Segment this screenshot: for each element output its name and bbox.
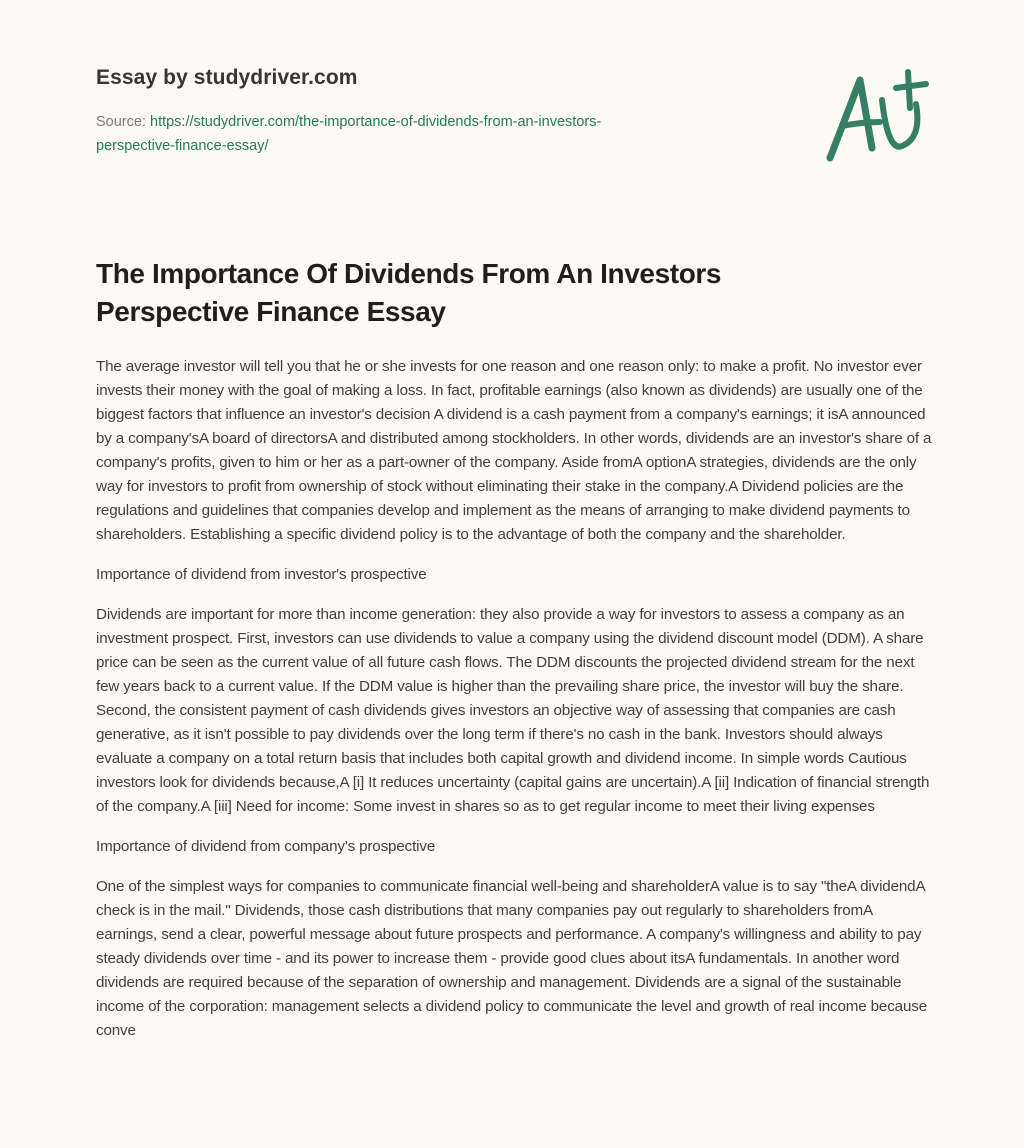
section-heading-investor: Importance of dividend from investor's prospective <box>96 566 427 583</box>
page-header <box>96 62 736 158</box>
source-link[interactable]: https://studydriver.com/the-importance-of-dividends-from-an-investors- perspective-finance-essay/ <box>96 114 602 154</box>
section-heading-company: Importance of dividend from company's prospective <box>96 838 436 855</box>
site-title: Essay by studydriver.com <box>96 66 358 89</box>
essay-body <box>96 355 934 1059</box>
paragraph: One of the simplest ways for companies to communicate financial well-being and shareholderA value is to say "theA dividendA check is in the mail." Dividends, those cash distributions that many companies pay out regularly to shareholders fromA earnings, send a clear, powerful message about future prospects and performance. A company's willingness and ability to pay steady dividends over time - and its power to increase them - provide good clues about itsA fundamentals. In another word dividends are required because of the separation of ownership and management. Dividends are a signal of the sustainable income of the corporation: management selects a dividend policy to communicate the level and growth of real income because conve <box>96 878 927 1039</box>
paragraph: Dividends are important for more than income generation: they also provide a way for investors to assess a company as an investment prospect. First, investors can use dividends to value a company using the dividend discount model (DDM). A share price can be seen as the current value of all future cash flows. The DDM discounts the projected dividend stream for the next few years back to a current value. If the DDM value is higher than the prevailing share price, the investor will buy the share. Second, the consistent payment of cash dividends gives investors an objective way of assessing that companies are cash generative, as it isn't possible to pay dividends over the long term if there's no cash in the bank. Investors should always evaluate a company on a total return basis that includes both capital growth and dividend income. In simple words Cautious investors look for dividends because,A [i] It reduces uncertainty (capital gains are uncertain).A [ii] Indication of financial strength of the company.A [iii] Need for income: Some invest in shares so as to get regular income to meet their living expenses <box>96 606 930 815</box>
a-plus-grade-icon <box>822 66 932 166</box>
essay-title: The Importance Of Dividends From An Investors Perspective Finance Essay <box>96 258 722 327</box>
paragraph: The average investor will tell you that he or she invests for one reason and one reason only: to make a profit. No investor ever invests their money with the goal of making a loss. In fact, profitable earnings (also known as dividends) are usually one of the biggest factors that influence an investor's decision A dividend is a cash payment from a company's earnings; it isA announced by a company'sA board of directorsA and distributed among stockholders. In other words, dividends are an investor's share of a company's profits, given to him or her as a part-owner of the company. Aside fromA optionA strategies, dividends are the only way for investors to profit from ownership of stock without eliminating their stake in the company.A Dividend policies are the regulations and guidelines that companies develop and implement as the means of arranging to make dividend payments to shareholders. Establishing a specific dividend policy is to the advantage of both the company and the shareholder. <box>96 358 932 543</box>
source-label: Source: <box>96 114 150 130</box>
source-line <box>96 110 736 158</box>
